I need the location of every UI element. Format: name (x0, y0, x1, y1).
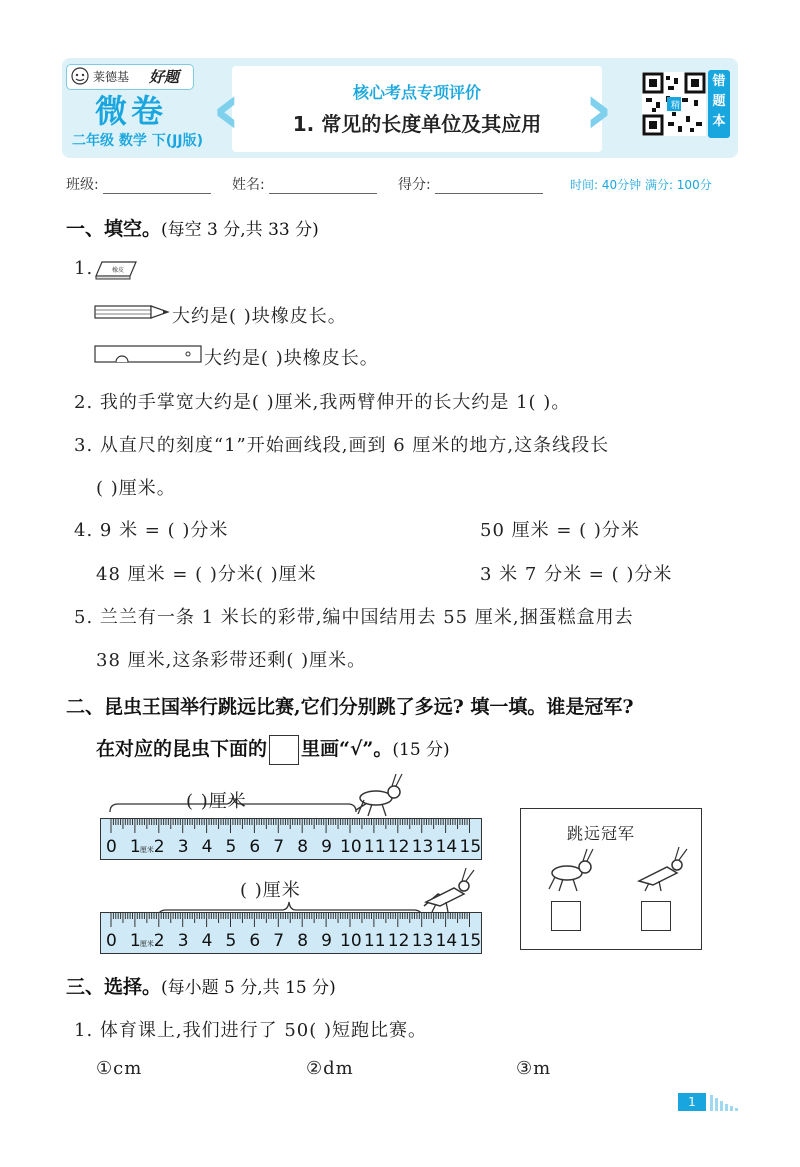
section-1-note: (每空 3 分,共 33 分) (161, 220, 319, 240)
q4-item-b: 50 厘米 = ( )分米 (480, 520, 640, 541)
q1-pencil-text: 大约是( )块橡皮长。 (172, 306, 347, 327)
ruler-1-answer-label: ( )厘米 (186, 791, 247, 812)
ruler-number: 10 (340, 837, 362, 857)
grasshopper-icon (545, 847, 599, 893)
qr-code[interactable] (642, 72, 706, 136)
tab-char: 错 (712, 74, 726, 89)
ruler-number: 14 (435, 837, 458, 857)
ruler-number: 6 (249, 931, 261, 951)
eraser-label: 橡皮 (112, 267, 125, 274)
ruler-number: 15 (459, 837, 482, 857)
ruler-number: 2 (153, 837, 165, 857)
ruler-number: 15 (459, 931, 482, 951)
ruler-number: 12 (387, 837, 410, 857)
class-label: 班级: (66, 177, 99, 193)
section-3-title: 三、选择。 (66, 976, 162, 998)
name-blank[interactable] (269, 179, 377, 194)
tab-char: 本 (712, 114, 726, 129)
champion-title: 跳远冠军 (567, 824, 636, 843)
ruler-number: 8 (297, 931, 309, 951)
ruler-number: 0 (106, 837, 117, 857)
ruler-number: 14 (435, 931, 458, 951)
section-1-heading (66, 214, 319, 241)
ruler-2-ticks (101, 913, 481, 929)
option-c[interactable]: ③m (516, 1058, 552, 1079)
ruler-number: 1 (129, 837, 141, 857)
ruler-number: 1 (129, 931, 141, 951)
grade-label: 二年级 数学 下(JJ版) (72, 133, 203, 149)
section-3-heading (66, 972, 336, 999)
ruler-number: 6 (249, 837, 261, 857)
time-info: 时间: 40分钟 满分: 100分 (570, 178, 712, 192)
q4-item-a: 4. 9 米 = ( )分米 (74, 520, 229, 541)
q4-item-c: 48 厘米 = ( )分米( )厘米 (96, 564, 317, 585)
ruler-number: 13 (411, 931, 434, 951)
q5-text-line2: 38 厘米,这条彩带还剩( )厘米。 (96, 650, 367, 671)
cricket-icon (635, 847, 689, 893)
qr-mark: 精 (671, 101, 681, 111)
ruler-1-ticks (101, 819, 481, 835)
section-2-heading: 二、昆虫王国举行跳远比赛,它们分别跳了多远? 填一填。谁是冠军? (66, 696, 634, 718)
pencil-icon (94, 302, 172, 322)
q3-text-line2: ( )厘米。 (96, 478, 176, 499)
ruler-number: 9 (321, 837, 332, 857)
q3-text-line1: 3. 从直尺的刻度“1”开始画线段,画到 6 厘米的地方,这条线段长 (74, 435, 610, 456)
cricket-checkbox[interactable] (641, 901, 671, 931)
score-label: 得分: (398, 177, 431, 193)
grasshopper-icon (352, 770, 408, 818)
option-b[interactable]: ②dm (306, 1058, 354, 1079)
champion-panel (520, 808, 702, 950)
ruler-number: 5 (225, 931, 237, 951)
page-title: 1. 常见的长度单位及其应用 (292, 112, 542, 136)
section-2-note: (15 分) (392, 740, 450, 760)
class-field[interactable] (66, 174, 211, 194)
tab-char: 题 (712, 94, 726, 109)
ruler-number: 7 (273, 931, 285, 951)
ruler-number: 4 (201, 837, 213, 857)
mascot-icon (71, 67, 89, 85)
ruler-number: 9 (321, 931, 332, 951)
ruler-1 (100, 818, 482, 860)
ruler-number: 2 (153, 931, 165, 951)
banner-subtitle: 核心考点专项评价 (352, 83, 481, 102)
q5-text-line1: 5. 兰兰有一条 1 米长的彩带,编中国结用去 55 厘米,捆蛋糕盒用去 (74, 607, 634, 628)
ruler-number: 3 (177, 837, 189, 857)
name-field[interactable] (232, 174, 377, 194)
ruler-unit: 厘米 (139, 940, 154, 948)
ruler-number: 13 (411, 837, 434, 857)
ruler-number: 11 (363, 837, 386, 857)
ruler-number: 5 (225, 837, 237, 857)
ruler-number: 0 (106, 931, 117, 951)
error-book-tab[interactable] (708, 70, 730, 138)
section-3-note: (每小题 5 分,共 15 分) (161, 978, 336, 998)
q4-item-d: 3 米 7 分米 = ( )分米 (480, 564, 673, 585)
q1-number: 1. (74, 258, 94, 279)
brand-sub: 好题 (149, 68, 180, 86)
cricket-icon (420, 866, 476, 914)
s3-q1-text: 1. 体育课上,我们进行了 50( )短跑比赛。 (74, 1020, 428, 1041)
series-title: 微卷 (95, 92, 168, 130)
ruler-number: 3 (177, 931, 189, 951)
ruler-2-answer-label: ( )厘米 (240, 880, 301, 901)
page-bars-icon (708, 1093, 740, 1111)
class-blank[interactable] (103, 179, 211, 194)
ruler-number: 11 (363, 931, 386, 951)
section-2-line2-a: 在对应的昆虫下面的 (96, 738, 268, 760)
q2-text: 2. 我的手掌宽大约是( )厘米,我两臂伸开的长大约是 1( )。 (74, 392, 571, 413)
page-number: 1 (678, 1093, 706, 1111)
ruler-number: 12 (387, 931, 410, 951)
chevron-left-icon: ‹ (212, 68, 241, 150)
brand-name: 莱德基 (93, 70, 130, 84)
option-a[interactable]: ①cm (96, 1058, 143, 1079)
section-2-line2 (96, 734, 450, 765)
grasshopper-checkbox[interactable] (551, 901, 581, 931)
score-field[interactable] (398, 174, 543, 194)
name-label: 姓名: (232, 177, 265, 193)
ruler-number: 4 (201, 931, 213, 951)
ruler-unit: 厘米 (139, 846, 154, 854)
q1-ruler-text: 大约是( )块橡皮长。 (204, 348, 379, 369)
ruler-number: 10 (340, 931, 362, 951)
ruler-number: 7 (273, 837, 285, 857)
ruler-number: 8 (297, 837, 309, 857)
section-2-line2-b: 里画“√”。 (301, 738, 393, 760)
ruler-small-icon (94, 344, 204, 364)
section-1-title: 一、填空。 (66, 218, 162, 240)
score-blank[interactable] (435, 179, 543, 194)
ruler-2 (100, 912, 482, 954)
eraser-icon (94, 258, 138, 280)
answer-box-sample (269, 735, 299, 765)
chevron-right-icon: › (584, 68, 613, 150)
